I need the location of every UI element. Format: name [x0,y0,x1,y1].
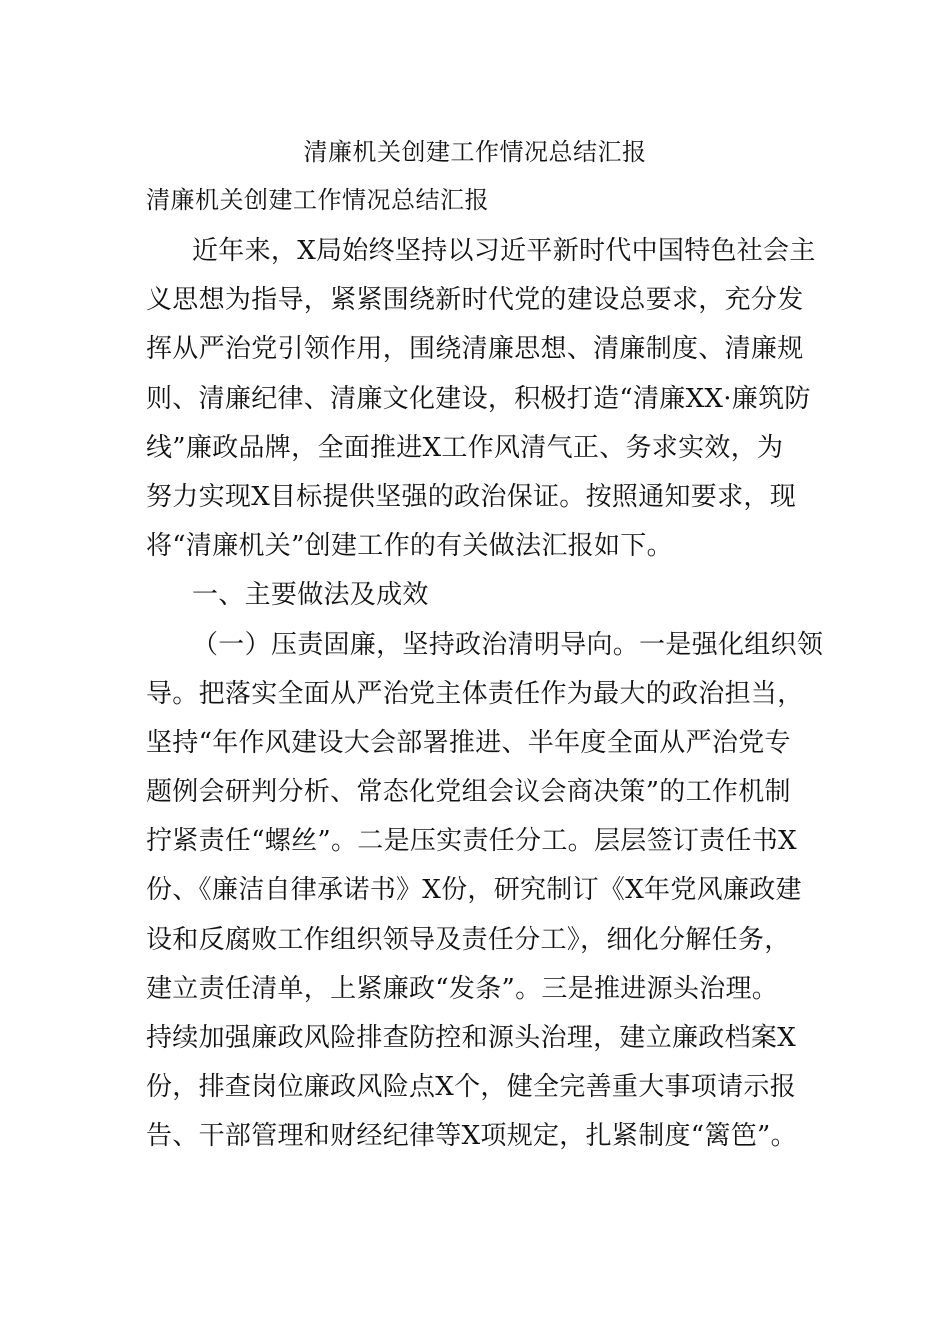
body-line: 挥从严治党引领作用，围绕清廉思想、清廉制度、清廉规 [146,334,804,365]
body-line: （一）压责固廉，坚持政治清明导向。一是强化组织领 [192,629,824,660]
body-text [146,232,826,1167]
body-line: 坚持“年作风建设大会部署推进、半年度全面从严治党专 [146,727,791,758]
body-line: 建立责任清单，上紧廉政“发条”。三是推进源头治理。 [146,973,779,1004]
page-title: 清廉机关创建工作情况总结汇报 [303,138,647,166]
document-subtitle: 清廉机关创建工作情况总结汇报 [146,186,489,214]
body-line: 近年来，X局始终坚持以习近平新时代中国特色社会主 [192,236,816,266]
body-line: 拧紧责任“螺丝”。二是压实责任分工。层层签订责任书X [146,826,797,857]
body-line: 义思想为指导，紧紧围绕新时代党的建设总要求，充分发 [146,285,804,316]
body-line: 线”廉政品牌，全面推进X工作风清气正、务求实效，为 [146,432,784,463]
body-line: 则、清廉纪律、清廉文化建设，积极打造“清廉XX·廉筑防 [146,383,811,414]
body-line: 题例会研判分析、常态化党组会议会商决策”的工作机制 [146,777,791,808]
body-line: 告、干部管理和财经纪律等X项规定，扎紧制度“篱笆”。 [146,1121,797,1152]
section-heading: 一、主要做法及成效 [192,580,429,611]
body-line: 份，排查岗位廉政风险点X个，健全完善重大事项请示报 [146,1072,797,1103]
body-line: 份、《廉洁自律承诺书》X份，研究制订《X年党风廉政建 [146,875,802,906]
body-line: 持续加强廉政风险排查防控和源头治理，建立廉政档案X [146,1023,797,1053]
body-line: 将“清廉机关”创建工作的有关做法汇报如下。 [146,531,673,562]
body-line: 导。把落实全面从严治党主体责任作为最大的政治担当， [146,678,804,709]
body-line: 设和反腐败工作组织领导及责任分工》，细化分解任务， [146,924,791,955]
body-line: 努力实现X目标提供坚强的政治保证。按照通知要求，现 [146,481,797,512]
